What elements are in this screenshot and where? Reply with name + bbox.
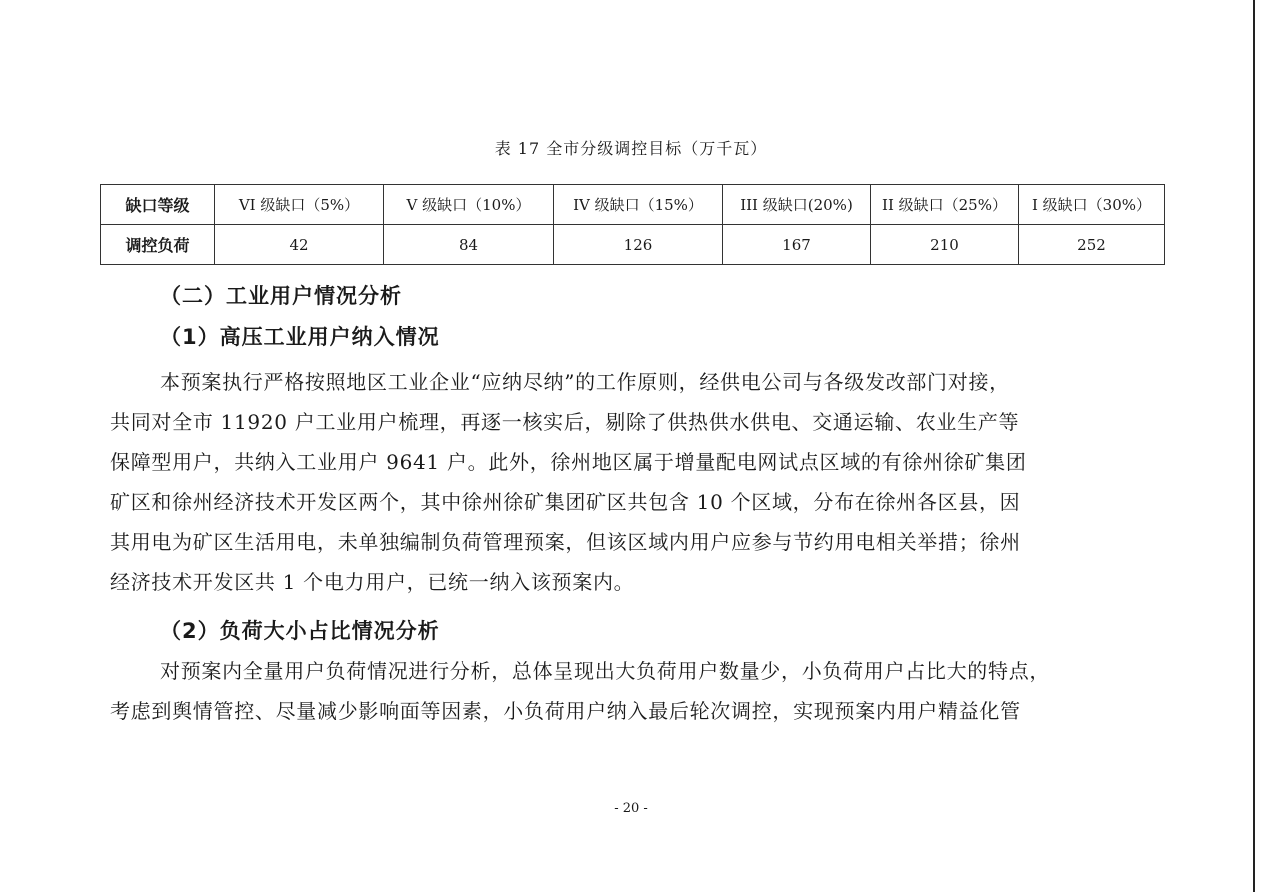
paragraph-line: 矿区和徐州经济技术开发区两个，其中徐州徐矿集团矿区共包含 10 个区域，分布在徐州各区县，因 bbox=[110, 490, 1021, 514]
table-cell: 84 bbox=[384, 225, 554, 265]
table-cell: 252 bbox=[1019, 225, 1165, 265]
table-cell: 42 bbox=[215, 225, 384, 265]
table-cell: IV 级缺口（15%） bbox=[554, 185, 723, 225]
table-cell: 126 bbox=[554, 225, 723, 265]
table-cell: V 级缺口（10%） bbox=[384, 185, 554, 225]
regulation-target-table bbox=[100, 184, 1165, 265]
table-row-regulated-load bbox=[101, 225, 1165, 265]
paragraph-line: 对预案内全量用户负荷情况进行分析，总体呈现出大负荷用户数量少，小负荷用户占比大的特点， bbox=[160, 659, 1051, 683]
table-cell: I 级缺口（30%） bbox=[1019, 185, 1165, 225]
paragraph-line: 本预案执行严格按照地区工业企业“应纳尽纳”的工作原则，经供电公司与各级发改部门对接， bbox=[160, 370, 1010, 394]
paragraph-line: 共同对全市 11920 户工业用户梳理，再逐一核实后，剔除了供热供水供电、交通运输、农业生产等 bbox=[110, 410, 1020, 434]
page-edge-line bbox=[1253, 0, 1255, 892]
row-header-regulated-load: 调控负荷 bbox=[101, 225, 215, 265]
table-cell: VI 级缺口（5%） bbox=[215, 185, 384, 225]
table-cell: III 级缺口(20%) bbox=[723, 185, 871, 225]
subsection-heading-1: （1）高压工业用户纳入情况 bbox=[160, 325, 440, 349]
table-caption: 表 17 全市分级调控目标（万千瓦） bbox=[494, 139, 768, 158]
subsection-heading-2: （2）负荷大小占比情况分析 bbox=[160, 619, 440, 643]
paragraph-line: 经济技术开发区共 1 个电力用户，已统一纳入该预案内。 bbox=[110, 570, 635, 594]
paragraph-line: 考虑到舆情管控、尽量减少影响面等因素，小负荷用户纳入最后轮次调控，实现预案内用户精益化管 bbox=[110, 699, 1021, 723]
table-cell: 210 bbox=[871, 225, 1019, 265]
section-heading: （二）工业用户情况分析 bbox=[160, 284, 402, 308]
paragraph-line: 其用电为矿区生活用电，未单独编制负荷管理预案，但该区域内用户应参与节约用电相关举措；徐州 bbox=[110, 530, 1021, 554]
table-cell: II 级缺口（25%） bbox=[871, 185, 1019, 225]
paragraph-line: 保障型用户，共纳入工业用户 9641 户。此外，徐州地区属于增量配电网试点区域的有徐州徐矿集团 bbox=[110, 450, 1027, 474]
page-number: - 20 - bbox=[614, 801, 648, 816]
table-cell: 167 bbox=[723, 225, 871, 265]
table-row-gap-level bbox=[101, 185, 1165, 225]
row-header-gap-level: 缺口等级 bbox=[101, 185, 215, 225]
